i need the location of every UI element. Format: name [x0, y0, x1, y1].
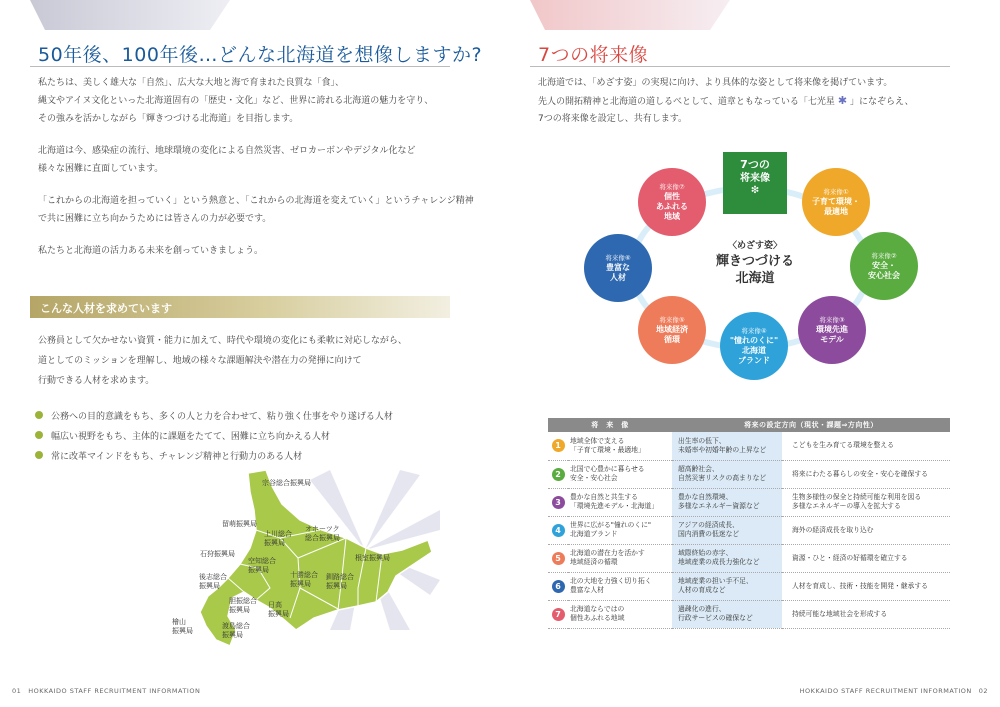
map-label-hidaka: 日高 振興局 [268, 601, 289, 618]
bullet-item: 常に改革マインドをもち、チャレンジ精神と行動力のある人材 [35, 445, 393, 465]
row-vision-cell: 世界に広がる"憧れのくに" 北海道ブランド [568, 516, 672, 544]
map-label-kamikawa: 上川総合 振興局 [264, 530, 292, 547]
intro-line: 「これからの北海道を担っていく」という熱意と、「これからの北海道を変えていく」というチャレンジ精神 [38, 196, 474, 206]
requirement-line: 道としてのミッションを理解し、地域の様々な課題解決や潜在力の発揮に向けて [38, 356, 362, 366]
map-label-sorachi: 空知総合 振興局 [248, 557, 276, 574]
vision-circle-3: 将来像③ 環境先進 モデル [798, 296, 866, 364]
bullet-item: 幅広い視野をもち、主体的に課題をたてて、困難に立ち向かえる人材 [35, 425, 393, 445]
table-row [548, 516, 950, 544]
row-issue-cell: アジアの経済成長、 国内消費の低迷など [672, 516, 782, 544]
row-issue-cell: 超高齢社会、 自然災害リスクの高まりなど [672, 460, 782, 488]
table-row [548, 432, 950, 460]
table-header-direction: 将来の設定方向（現状・課題⇒方向性） [672, 418, 950, 432]
row-number-badge: 5 [552, 552, 565, 565]
seven-visions-title-box: 7つの 将来像 ❇ [723, 152, 787, 214]
section-band [30, 296, 450, 318]
table-row [548, 488, 950, 516]
map-label-tokachi: 十勝総合 振興局 [290, 571, 318, 588]
row-direction-cell: 資源・ひと・経済の好循環を確立する [782, 544, 950, 572]
row-number-badge: 2 [552, 468, 565, 481]
intro-line: 7つの将来像を設定し、共有します。 [538, 114, 688, 124]
row-issue-cell: 出生率の低下、 未婚率や初婚年齢の上昇など [672, 432, 782, 460]
intro-line: 先人の開拓精神と北海道の道しるべとして、道章ともなっている「七光星 ✱ 」になぞらえ、 [538, 94, 914, 107]
footer-right: HOKKAIDO STAFF RECRUITMENT INFORMATION 02 [799, 687, 988, 695]
row-direction-cell: 海外の経済成長を取り込む [782, 516, 950, 544]
map-label-rumoi: 留萌振興局 [222, 520, 257, 528]
row-vision-cell: 北の大地を力強く切り拓く 豊富な人材 [568, 572, 672, 600]
row-number-cell [548, 432, 568, 460]
row-number-cell [548, 600, 568, 628]
map-label-iburi: 胆振総合 振興局 [229, 597, 257, 614]
row-issue-cell: 豊かな自然環境、 多様なエネルギー資源など [672, 488, 782, 516]
row-vision-cell: 北国で心豊かに暮らせる 安全・安心社会 [568, 460, 672, 488]
intro-line: 北海道は今、感染症の流行、地球環境の変化による自然災害、ゼロカーボンやデジタル化など [38, 146, 416, 156]
seven-star-icon: ✱ [837, 94, 848, 107]
bullet-list [35, 405, 393, 465]
requirement-line: 公務員として欠かせない資質・能力に加えて、時代や環境の変化にも柔軟に対応しながら、 [38, 336, 407, 346]
vision-circle-1: 将来像① 子育て環境・ 最適地 [802, 168, 870, 236]
intro-line: 私たちと北海道の活力ある未来を創っていきましょう。 [38, 246, 264, 256]
vision-circle-6: 将来像⑥ 豊富な 人材 [584, 234, 652, 302]
row-vision-cell: 北海道の潜在力を活かす 地域経済の循環 [568, 544, 672, 572]
vision-statement: 〈めざす姿〉 輝きつづける 北海道 [715, 241, 794, 286]
vision-circle-5: 将来像⑤ 地域経済 循環 [638, 296, 706, 364]
table-row [548, 544, 950, 572]
table-header-row [548, 418, 950, 432]
row-vision-cell: 豊かな自然と共生する 「環境先進モデル・北海道」 [568, 488, 672, 516]
bullet-dot-icon [35, 431, 43, 439]
map-label-shiribeshi: 後志総合 振興局 [199, 573, 227, 590]
row-number-badge: 3 [552, 496, 565, 509]
intro-line: 様々な困難に直面しています。 [38, 164, 164, 174]
page-heading: 7つの将来像 [538, 44, 649, 66]
row-vision-cell: 北海道ならではの 個性あふれる地域 [568, 600, 672, 628]
requirement-line: 行動できる人材を求めます。 [38, 376, 155, 386]
vision-circle-7: 将来像⑦ 個性 あふれる 地域 [638, 168, 706, 236]
vision-circle-4: 将来像④ "憧れのくに" 北海道 ブランド [720, 312, 788, 380]
map-label-okhotsk: オホーツク 総合振興局 [305, 525, 340, 542]
vision-table [548, 418, 950, 629]
row-number-cell [548, 516, 568, 544]
row-direction-cell: 人材を育成し、技術・技能を開発・継承する [782, 572, 950, 600]
divider [530, 66, 950, 67]
intro-line: 北海道では、「めざす姿」の実現に向け、より具体的な姿として将来像を掲げています。 [538, 78, 893, 88]
map-label-kushiro: 釧路総合 振興局 [326, 573, 354, 590]
hokkaido-map [170, 468, 450, 668]
row-number-cell [548, 488, 568, 516]
footer-left: 01 HOKKAIDO STAFF RECRUITMENT INFORMATION [12, 687, 201, 695]
row-issue-cell: 域際終始の赤字、 地域産業の成長力強化など [672, 544, 782, 572]
row-direction-cell: 持続可能な地域社会を形成する [782, 600, 950, 628]
row-number-cell [548, 544, 568, 572]
seven-visions-diagram [580, 140, 920, 380]
row-direction-cell: 将来にわたる暮らしの安全・安心を確保する [782, 460, 950, 488]
table-row [548, 600, 950, 628]
row-number-badge: 4 [552, 524, 565, 537]
bullet-item: 公務への目的意識をもち、多くの人と力を合わせて、粘り強く仕事をやり遂げる人材 [35, 405, 393, 425]
decorative-banner [530, 0, 730, 30]
row-number-cell [548, 572, 568, 600]
page-heading: 50年後、100年後…どんな北海道を想像しますか? [38, 44, 483, 66]
row-number-badge: 6 [552, 580, 565, 593]
section-heading: こんな人材を求めています [40, 302, 172, 315]
divider [30, 66, 450, 67]
row-direction-cell: こどもを生み育てる環境を整える [782, 432, 950, 460]
map-label-soya: 宗谷総合振興局 [262, 479, 311, 487]
intro-line: 縄文やアイヌ文化といった北海道固有の「歴史・文化」など、世界に誇れる北海道の魅力を守り、 [38, 96, 434, 106]
seven-star-icon: ❇ [750, 185, 760, 196]
bullet-dot-icon [35, 451, 43, 459]
row-number-badge: 7 [552, 608, 565, 621]
intro-line: 私たちは、美しく雄大な「自然」、広大な大地と海で育まれた良質な「食」、 [38, 78, 345, 88]
row-number-cell [548, 460, 568, 488]
row-number-badge: 1 [552, 439, 565, 452]
row-vision-cell: 地域全体で支える 「子育て環境・最適地」 [568, 432, 672, 460]
row-issue-cell: 地域産業の担い手不足、 人材の育成など [672, 572, 782, 600]
table-header-vision: 将 来 像 [548, 418, 672, 432]
intro-line: その強みを活かしながら「輝きつづける北海道」を目指します。 [38, 114, 299, 124]
intro-line: で共に困難に立ち向かうためには皆さんの力が必要です。 [38, 214, 272, 224]
table-row [548, 460, 950, 488]
row-direction-cell: 生物多様性の保全と持続可能な利用を図る 多様なエネルギーの導入を拡大する [782, 488, 950, 516]
table-row [548, 572, 950, 600]
decorative-banner [30, 0, 230, 30]
vision-circle-2: 将来像② 安全・ 安心社会 [850, 232, 918, 300]
map-label-nemuro: 根室振興局 [355, 554, 390, 562]
map-label-hiyama: 檜山 振興局 [172, 618, 193, 635]
bullet-dot-icon [35, 411, 43, 419]
row-issue-cell: 過疎化の進行、 行政サービスの確保など [672, 600, 782, 628]
map-label-ishikari: 石狩振興局 [200, 550, 235, 558]
map-label-oshima: 渡島総合 振興局 [222, 622, 250, 639]
